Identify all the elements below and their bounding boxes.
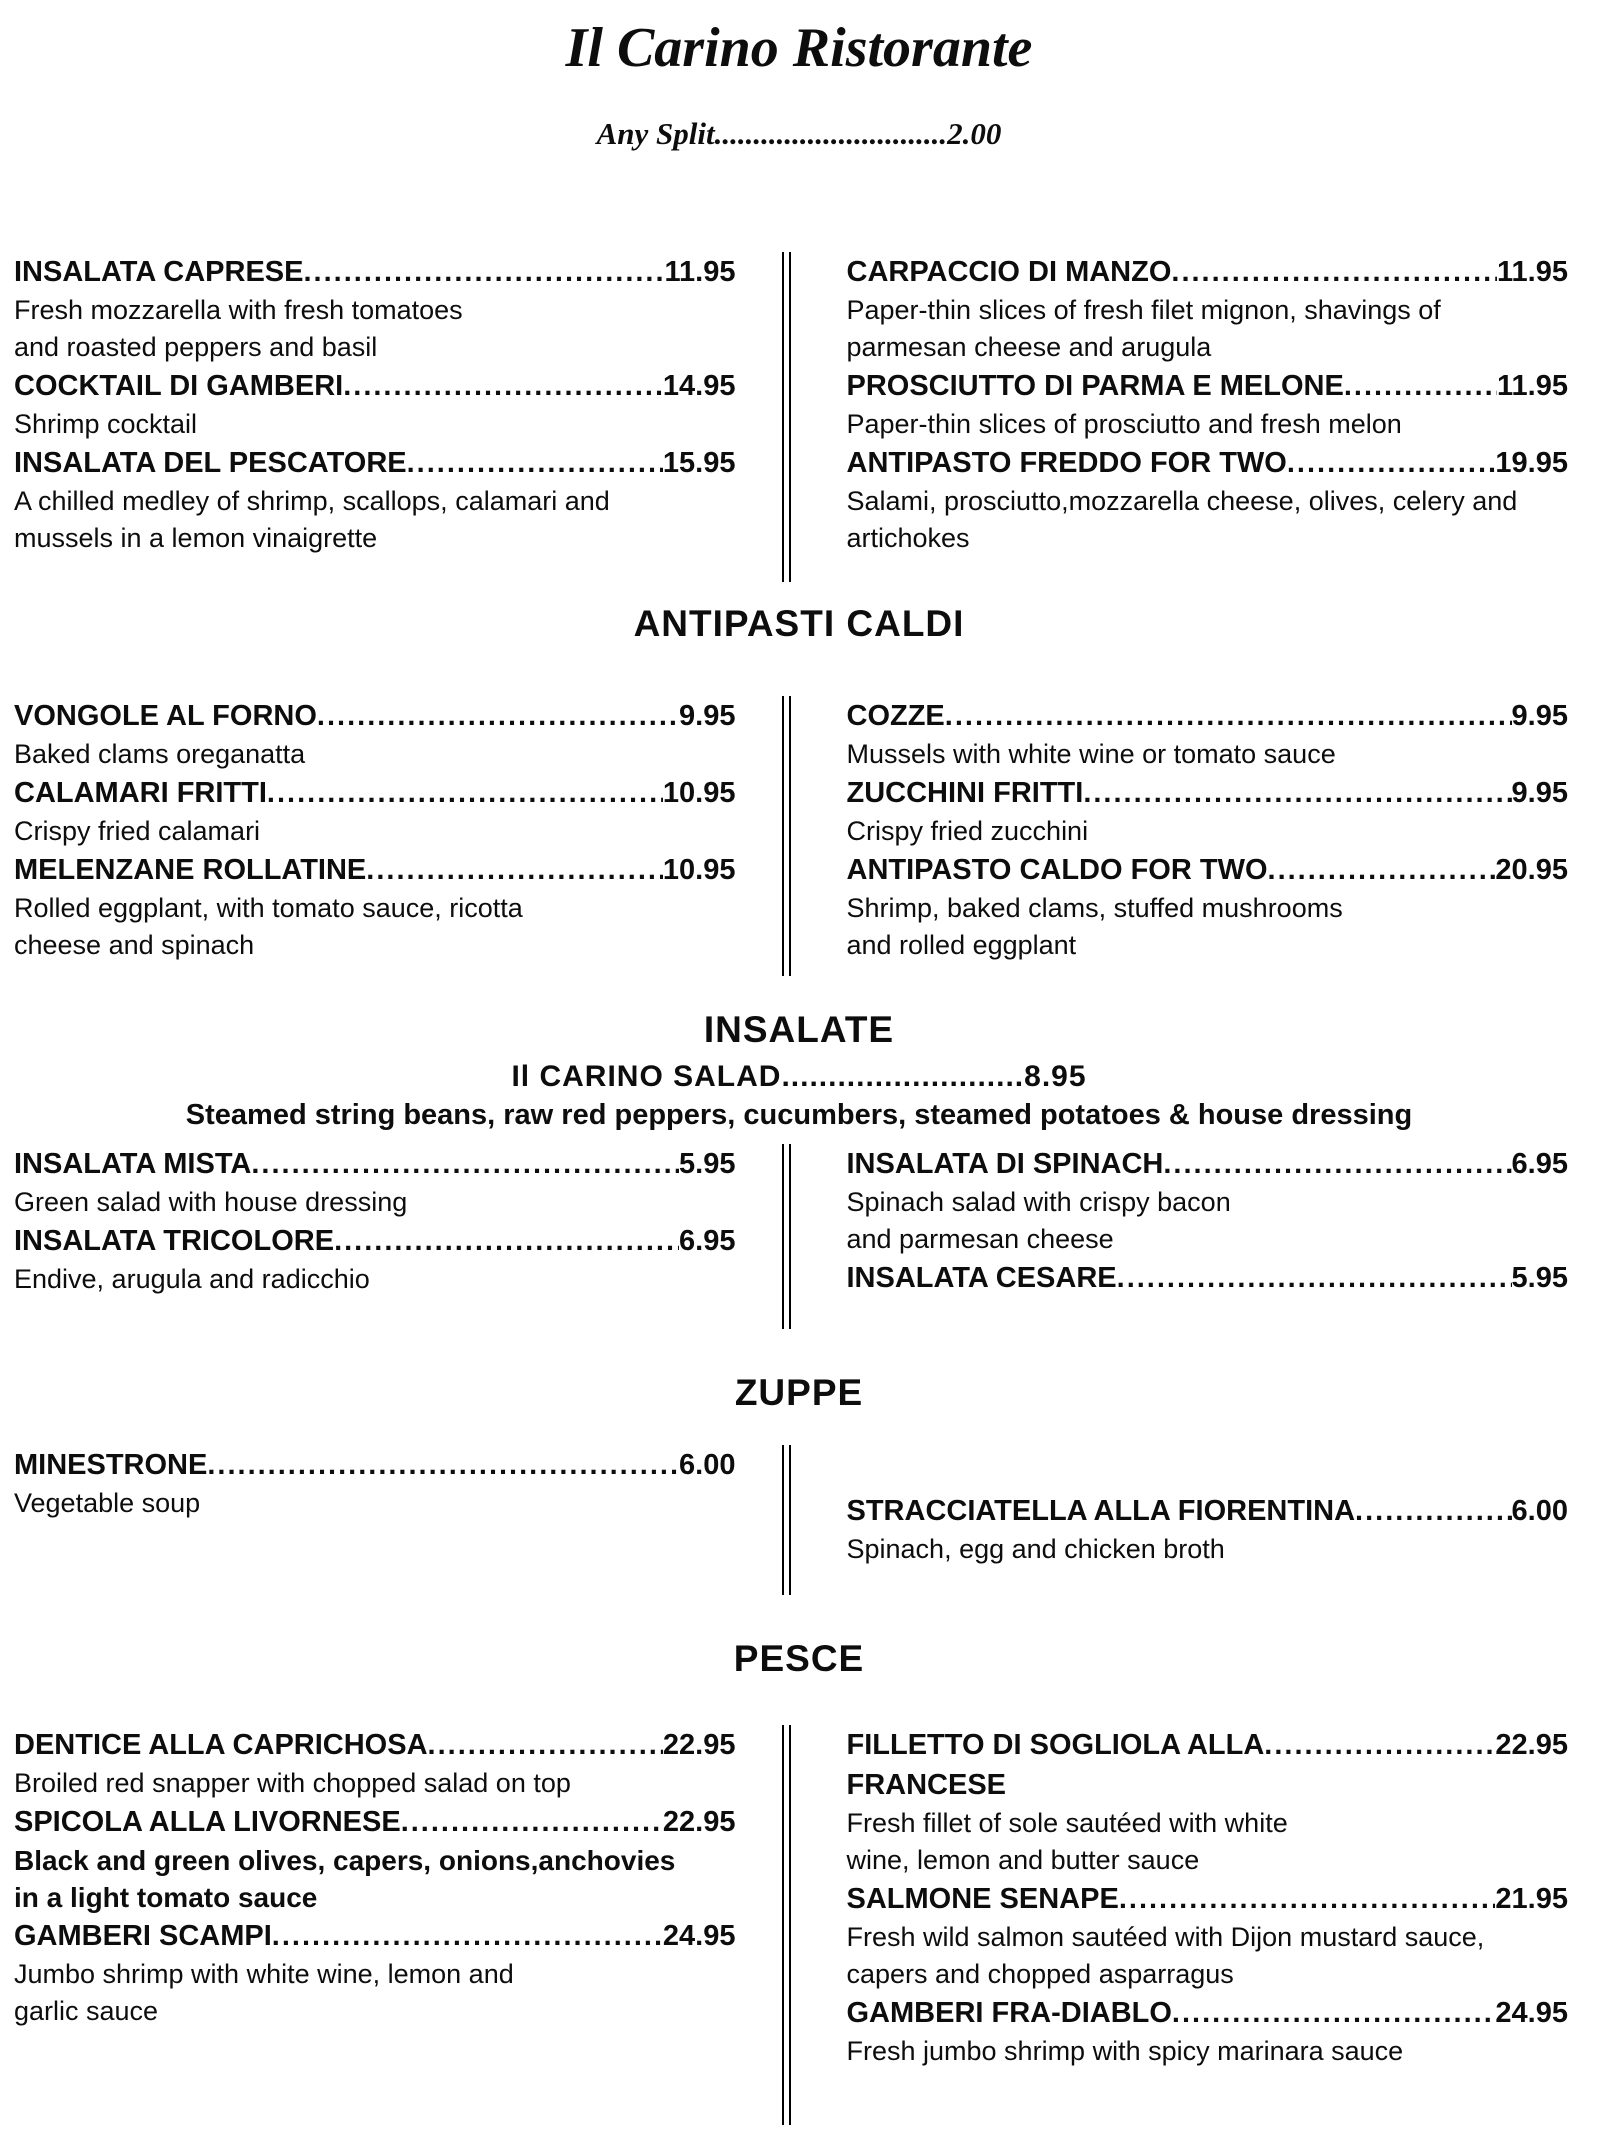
column-divider <box>782 252 791 582</box>
item-name-row <box>847 443 1569 483</box>
item-desc: cheese and spinach <box>14 927 736 964</box>
item-desc: Crispy fried zucchini <box>847 813 1569 850</box>
menu-item <box>847 1879 1569 1993</box>
item-desc: Salami, prosciutto,mozzarella cheese, olives, celery and <box>847 483 1569 520</box>
item-desc: parmesan cheese and arugula <box>847 329 1569 366</box>
column-right <box>791 1445 1598 1595</box>
item-price: 21.95 <box>1495 1879 1568 1919</box>
item-price: 10.95 <box>663 773 736 813</box>
item-desc: Fresh mozzarella with fresh tomatoes <box>14 292 736 329</box>
item-price: 6.00 <box>679 1445 735 1485</box>
item-name: INSALATA MISTA <box>14 1144 251 1184</box>
section-header-insalate: INSALATE <box>0 1008 1598 1052</box>
column-right <box>791 1725 1598 2125</box>
item-price: 6.95 <box>1512 1144 1568 1184</box>
item-desc: capers and chopped asparragus <box>847 1956 1569 1993</box>
menu-item <box>847 1144 1569 1258</box>
item-price: 15.95 <box>663 443 736 483</box>
item-name-row <box>847 366 1569 406</box>
any-split-leader: .............................. <box>715 116 948 151</box>
dot-leader <box>407 443 663 483</box>
dot-leader <box>317 696 679 736</box>
item-desc: Green salad with house dressing <box>14 1184 736 1221</box>
item-name-row <box>14 1221 736 1261</box>
menu-item <box>847 1258 1569 1298</box>
item-price: 22.95 <box>663 1725 736 1765</box>
item-name-row <box>847 1993 1569 2033</box>
dot-leader <box>401 1802 663 1842</box>
column-left <box>0 252 782 582</box>
item-price: 9.95 <box>679 696 735 736</box>
column-left <box>0 1144 782 1329</box>
section-antipasti-freddi <box>0 252 1598 582</box>
dot-leader <box>303 252 664 292</box>
item-name-row <box>847 1144 1569 1184</box>
item-desc: garlic sauce <box>14 1993 736 2030</box>
item-price: 11.95 <box>1497 366 1568 406</box>
item-name: FILLETTO DI SOGLIOLA ALLA <box>847 1725 1265 1765</box>
item-name-row <box>14 696 736 736</box>
item-name-row <box>847 1725 1569 1765</box>
item-price: 5.95 <box>1512 1258 1568 1298</box>
item-desc: and roasted peppers and basil <box>14 329 736 366</box>
item-desc: mussels in a lemon vinaigrette <box>14 520 736 557</box>
item-desc: in a light tomato sauce <box>14 1879 736 1916</box>
dot-leader <box>428 1725 663 1765</box>
menu-item <box>847 773 1569 850</box>
featured-item-name: Il CARINO SALAD <box>511 1060 781 1093</box>
column-right <box>791 696 1598 976</box>
item-name: SPICOLA ALLA LIVORNESE <box>14 1802 401 1842</box>
item-name: VONGOLE AL FORNO <box>14 696 317 736</box>
featured-item-desc: Steamed string beans, raw red peppers, cucumbers, steamed potatoes & house dressing <box>0 1096 1598 1134</box>
menu-item <box>847 443 1569 557</box>
item-price: 5.95 <box>679 1144 735 1184</box>
item-desc: Fresh wild salmon sautéed with Dijon mustard sauce, <box>847 1919 1569 1956</box>
item-name: MINESTRONE <box>14 1445 207 1485</box>
section-pesce <box>0 1725 1598 2125</box>
item-name: SALMONE SENAPE <box>847 1879 1119 1919</box>
menu-item <box>14 252 736 366</box>
any-split-price: 2.00 <box>947 116 1001 151</box>
dot-leader <box>207 1445 679 1485</box>
column-right <box>791 252 1598 582</box>
item-name-row <box>14 1802 736 1842</box>
item-name-row <box>847 252 1569 292</box>
item-desc: artichokes <box>847 520 1569 557</box>
column-divider <box>782 1445 791 1595</box>
menu-item <box>14 1445 736 1522</box>
dot-leader <box>272 1916 663 1956</box>
item-desc: Shrimp, baked clams, stuffed mushrooms <box>847 890 1569 927</box>
item-desc: Broiled red snapper with chopped salad on top <box>14 1765 736 1802</box>
item-desc: Spinach salad with crispy bacon <box>847 1184 1569 1221</box>
item-name: INSALATA CAPRESE <box>14 252 303 292</box>
item-price: 11.95 <box>1497 252 1568 292</box>
menu-item <box>14 443 736 557</box>
item-name-row <box>847 1258 1569 1298</box>
any-split-line <box>0 116 1598 152</box>
item-name: DENTICE ALLA CAPRICHOSA <box>14 1725 428 1765</box>
item-name-row <box>14 850 736 890</box>
featured-item-price: 8.95 <box>1024 1060 1086 1093</box>
item-name-row <box>14 1445 736 1485</box>
dot-leader <box>1287 443 1496 483</box>
item-name: CARPACCIO DI MANZO <box>847 252 1172 292</box>
item-name-row <box>14 1725 736 1765</box>
item-price: 19.95 <box>1495 443 1568 483</box>
item-desc: Rolled eggplant, with tomato sauce, ricotta <box>14 890 736 927</box>
item-price: 9.95 <box>1512 773 1568 813</box>
section-header-zuppe: ZUPPE <box>0 1371 1598 1415</box>
dot-leader <box>251 1144 679 1184</box>
section-zuppe <box>0 1445 1598 1595</box>
column-left <box>0 1725 782 2125</box>
menu-item <box>847 1993 1569 2070</box>
menu-item <box>847 850 1569 964</box>
item-name: STRACCIATELLA ALLA FIORENTINA <box>847 1491 1356 1531</box>
item-desc: Jumbo shrimp with white wine, lemon and <box>14 1956 736 1993</box>
menu-item <box>847 252 1569 366</box>
dot-leader <box>1172 1993 1496 2033</box>
menu-item <box>14 366 736 443</box>
item-name-row <box>847 696 1569 736</box>
column-left <box>0 696 782 976</box>
item-name-row <box>847 773 1569 813</box>
dot-leader <box>1163 1144 1511 1184</box>
item-name-row <box>14 443 736 483</box>
item-name-row <box>847 1879 1569 1919</box>
item-price: 22.95 <box>1495 1725 1568 1765</box>
restaurant-title: Il Carino Ristorante <box>0 16 1598 80</box>
item-price: 24.95 <box>1495 1993 1568 2033</box>
item-desc: wine, lemon and butter sauce <box>847 1842 1569 1879</box>
menu-item <box>14 1144 736 1221</box>
item-desc: Endive, arugula and radicchio <box>14 1261 736 1298</box>
dot-leader <box>1083 773 1511 813</box>
item-name-line2: FRANCESE <box>847 1765 1569 1805</box>
dot-leader <box>1171 252 1497 292</box>
menu-item <box>14 1802 736 1916</box>
item-name: INSALATA DI SPINACH <box>847 1144 1164 1184</box>
dot-leader <box>1117 1258 1512 1298</box>
item-price: 9.95 <box>1512 696 1568 736</box>
menu-item <box>14 773 736 850</box>
item-name-row <box>14 252 736 292</box>
column-divider <box>782 1725 791 2125</box>
menu-item <box>847 366 1569 443</box>
item-desc: Mussels with white wine or tomato sauce <box>847 736 1569 773</box>
item-name: CALAMARI FRITTI <box>14 773 267 813</box>
item-desc: Paper-thin slices of prosciutto and fresh melon <box>847 406 1569 443</box>
menu-item <box>14 1725 736 1802</box>
item-name-row <box>847 850 1569 890</box>
section-header-antipasti-caldi: ANTIPASTI CALDI <box>0 602 1598 646</box>
any-split-label: Any Split <box>597 116 715 151</box>
section-antipasti-caldi <box>0 696 1598 976</box>
item-price: 6.00 <box>1512 1491 1568 1531</box>
item-name-row <box>14 773 736 813</box>
dot-leader <box>1119 1879 1496 1919</box>
item-desc: and rolled eggplant <box>847 927 1569 964</box>
dot-leader <box>343 366 663 406</box>
dot-leader <box>1268 850 1496 890</box>
item-name: INSALATA DEL PESCATORE <box>14 443 407 483</box>
dot-leader <box>945 696 1512 736</box>
item-price: 20.95 <box>1495 850 1568 890</box>
item-desc: Black and green olives, capers, onions,anchovies <box>14 1842 736 1879</box>
item-name: COZZE <box>847 696 945 736</box>
item-price: 6.95 <box>679 1221 735 1261</box>
section-insalate <box>0 1144 1598 1329</box>
item-name: PROSCIUTTO DI PARMA E MELONE <box>847 366 1344 406</box>
item-desc: Paper-thin slices of fresh filet mignon, shavings of <box>847 292 1569 329</box>
menu-item <box>14 850 736 964</box>
item-name: INSALATA TRICOLORE <box>14 1221 334 1261</box>
dot-leader <box>1355 1491 1512 1531</box>
item-price: 10.95 <box>663 850 736 890</box>
item-desc: Crispy fried calamari <box>14 813 736 850</box>
item-desc: Shrimp cocktail <box>14 406 736 443</box>
featured-dot-leader: .......................... <box>781 1060 1024 1093</box>
menu-item <box>847 1491 1569 1568</box>
item-desc: Spinach, egg and chicken broth <box>847 1531 1569 1568</box>
item-name: INSALATA CESARE <box>847 1258 1117 1298</box>
item-price: 24.95 <box>663 1916 736 1956</box>
menu-item <box>847 1725 1569 1879</box>
menu-item <box>14 1916 736 2030</box>
item-desc: Fresh fillet of sole sautéed with white <box>847 1805 1569 1842</box>
dot-leader <box>1344 366 1497 406</box>
featured-item-row <box>0 1058 1598 1096</box>
item-desc: Fresh jumbo shrimp with spicy marinara sauce <box>847 2033 1569 2070</box>
column-divider <box>782 1144 791 1329</box>
item-desc: and parmesan cheese <box>847 1221 1569 1258</box>
item-desc: Baked clams oreganatta <box>14 736 736 773</box>
item-name: ANTIPASTO FREDDO FOR TWO <box>847 443 1287 483</box>
menu-item <box>14 1221 736 1298</box>
dot-leader <box>366 850 663 890</box>
item-price: 22.95 <box>663 1802 736 1842</box>
column-left <box>0 1445 782 1595</box>
item-desc: Vegetable soup <box>14 1485 736 1522</box>
item-name: ZUCCHINI FRITTI <box>847 773 1084 813</box>
item-name-row <box>847 1491 1569 1531</box>
column-divider <box>782 696 791 976</box>
item-name-row <box>14 1144 736 1184</box>
item-name: GAMBERI SCAMPI <box>14 1916 272 1956</box>
item-name-row <box>14 1916 736 1956</box>
dot-leader <box>1264 1725 1495 1765</box>
item-price: 11.95 <box>665 252 736 292</box>
item-name: COCKTAIL DI GAMBERI <box>14 366 343 406</box>
dot-leader <box>267 773 663 813</box>
item-name: GAMBERI FRA-DIABLO <box>847 1993 1172 2033</box>
item-name: ANTIPASTO CALDO FOR TWO <box>847 850 1268 890</box>
item-name: MELENZANE ROLLATINE <box>14 850 366 890</box>
section-header-pesce: PESCE <box>0 1637 1598 1681</box>
item-price: 14.95 <box>663 366 736 406</box>
item-name-row <box>14 366 736 406</box>
column-right <box>791 1144 1598 1329</box>
menu-item <box>847 696 1569 773</box>
dot-leader <box>334 1221 679 1261</box>
menu-item <box>14 696 736 773</box>
item-desc: A chilled medley of shrimp, scallops, calamari and <box>14 483 736 520</box>
